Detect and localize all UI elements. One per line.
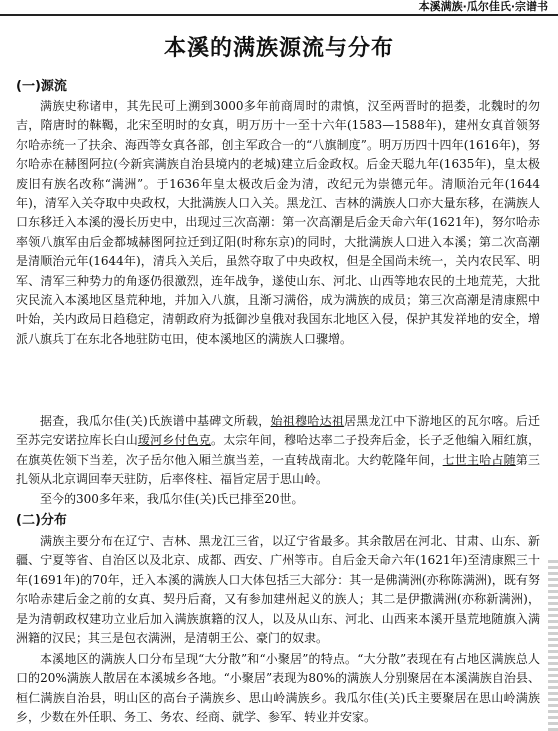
paragraph-distribution-overview: 满族主要分布在辽宁、吉林、黑龙江三省，以辽宁省最多。其余散居在河北、甘肃、山东、新疆、宁夏等省、自治区以及北京、成都、西安、广州等市。自后金天命六年(1621年)至清康熙三十年(1691年)的70年，迁入本溪的满族人口大体包括三大部分：其一是佛满洲(亦称陈满洲)，既有努尔哈赤建后金之前的女真、契丹后裔，又有参加建州起义的族人；其二是伊撒满洲(亦称新满洲)，是为清朝政权建功立业后加入满族旗籍的汉人，以及从山东、河北、山西来本溪开垦荒地随旗入满洲籍的汉民；其三是包衣满洲，是清朝王公、豪门的奴隶。 <box>16 534 540 646</box>
ancestor-name-underlined: 始祖穆哈达祖 <box>270 414 345 428</box>
page-edge-strip <box>548 560 558 731</box>
genealogy-text-2: 居黑龙江中下游地区的瓦尔喀。后迁至苏完安诺拉库长白山 <box>16 414 540 448</box>
paragraph-benxi-distribution: 本溪地区的满族人口分布呈现“大分散”和“小聚居”的特点。“大分散”表现在有占地区满族总人口的20%满族人散居在本溪城乡各地。“小聚居”表现为80%的满族人分别聚居在本溪满族自治县、桓仁满族自治县，明山区的高台子满族乡、思山岭满族乡。我瓜尔佳(关)氏主要聚居在思山岭满族乡，少数在外任职、务工、务农、经商、就学、参军、转业并安家。 <box>16 652 540 725</box>
paragraph-generations: 至今的300多年来，我瓜尔佳(关)氏已排至20世。 <box>40 492 304 506</box>
place-name-underlined: 瑷河乡付色克 <box>137 433 212 448</box>
genealogy-text-3: 。太宗年间，穆哈达率二子投奔后金，长子乏他编入厢红旗，在旗英佐领下当差，次子岳尔他入厢兰旗当差，一直转战南北。大约乾隆年间， <box>16 433 540 467</box>
running-header <box>0 0 558 16</box>
section-heading-source: (一)源流 <box>16 79 67 94</box>
running-header-title: 本溪满族·瓜尔佳氏·宗谱书 <box>418 0 548 13</box>
paragraph-origin-history: 满族史称诸申，其先民可上溯到3000多年前商周时的肃慎，汉至两晋时的挹娄，北魏时的勿吉，隋唐时的靺鞨，北宋至明时的女真，明万历十一至十六年(1583—1588年)，建州女真首领努尔哈赤统一了扶余、海西等女真各部，创主军政合一的“八旗制度”。明万历四十四年(1616年)，努尔哈赤在赫图阿拉(今新宾满族自治县境内的老城)建立后金政权。后金天聪九年(1635年)，皇太极废旧有族名改称“满洲”。于1636年皇太极改后金为清，改纪元为崇德元年。清顺治元年(1644年)，清军入关夺取中央政权，大批满族人口入关。黑龙江、吉林的满族人口亦大量东移，在满族人口东移迁入本溪的漫长历史中，出现过三次高潮：第一次高潮是后金天命六年(1621年)，努尔哈赤率领八旗军由后金都城赫图阿拉迁到辽阳(时称东京)的同时，大批满族人口进入本溪；第二次高潮是清顺治元年(1644年)，清兵入关后，虽然夺取了中央政权，但是全国尚未统一，关内农民军、明军、清军三种势力的角逐仍很激烈，连年战争，遂使山东、河北、山西等地农民的土地荒芜，大批灾民流入本溪地区垦荒种地，并加入八旗，且渐习满俗，成为满族的成员；第三次高潮是清康熙中叶始，关内政局日趋稳定，清朝政府为抵御沙皇俄对我国东北地区入侵，保护其发祥地的安全，增派八旗兵丁在东北各地驻防屯田，使本溪地区的满族人口骤增。 <box>16 99 540 346</box>
genealogy-text-4: 第三扎领从北京调回奉天驻防，后率佟柱、福旨定居于思山岭。 <box>16 452 540 487</box>
page-title: 本溪的满族源流与分布 <box>163 36 394 61</box>
seventh-generation-underlined: 七世主哈占随 <box>442 452 516 467</box>
section-heading-distribution: (二)分布 <box>16 513 67 528</box>
genealogy-text-1: 据查，我瓜尔佳(关)氏族谱中基碑文所载， <box>40 414 271 428</box>
paragraph-genealogy-record <box>16 412 540 490</box>
